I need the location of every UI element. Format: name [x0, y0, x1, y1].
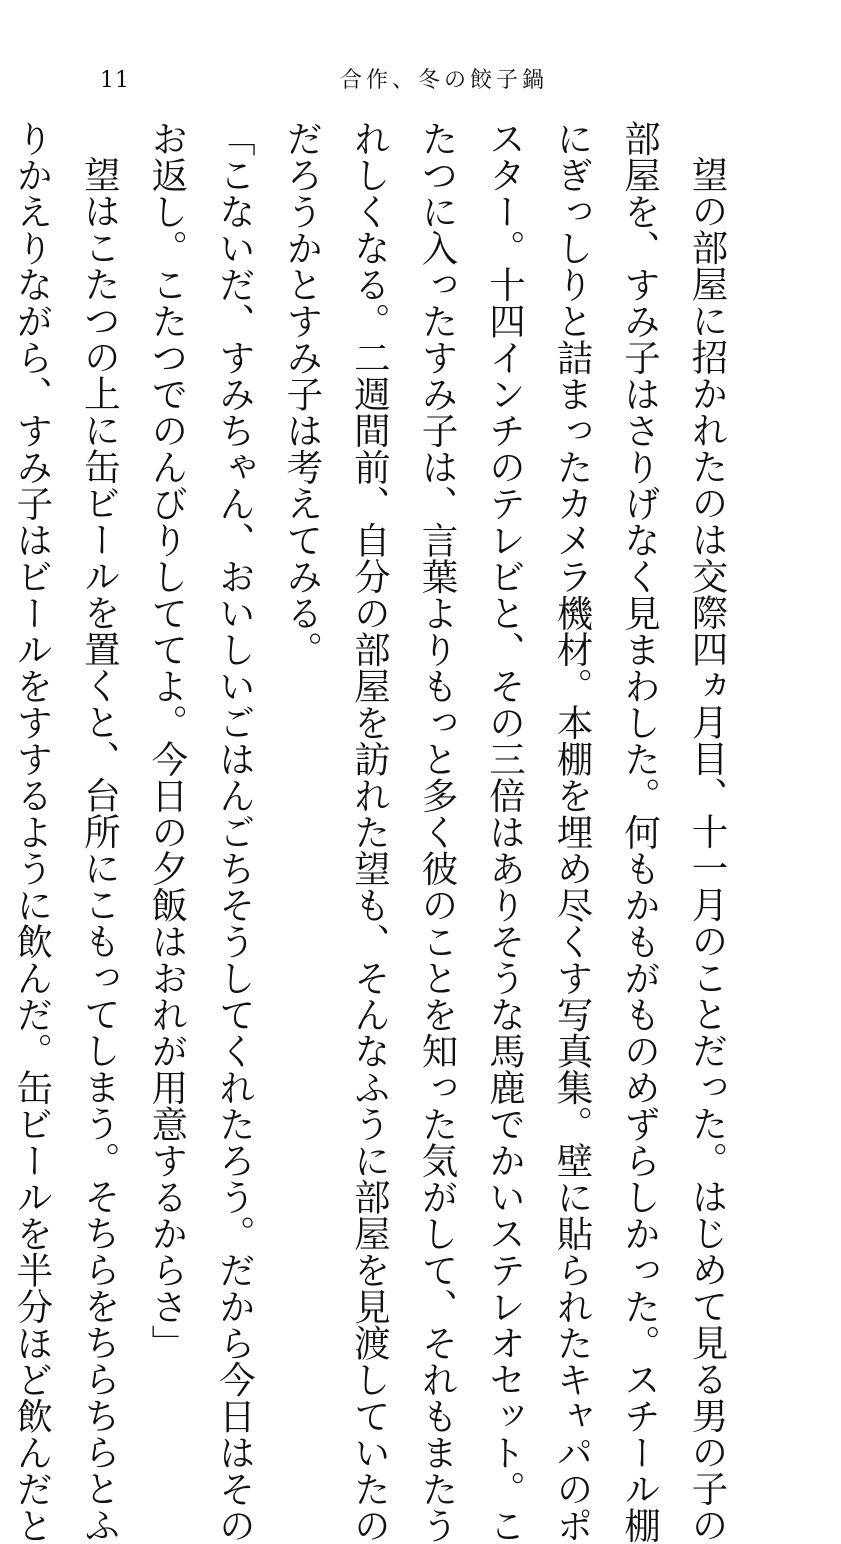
page-number: 11: [100, 68, 130, 93]
body-text: [0, 120, 741, 1544]
text-line: 部屋を、すみ子はさりげなく見まわした。何もかもがものめずらしかった。スチール棚: [618, 120, 662, 1544]
running-title: 合作、冬の餃子鍋: [340, 68, 549, 93]
text-line: スター。十四インチのテレビと、その三倍はありそうな馬鹿でかいステレオセット。こ: [483, 120, 527, 1544]
text-line: れしくなる。二週間前、自分の部屋を訪れた望も、そんなふうに部屋を見渡していたの: [348, 120, 392, 1544]
text-line: 望の部屋に招かれたのは交際四ヵ月目、十一月のことだった。はじめて見る男の子の: [686, 156, 729, 1543]
text-line: たつに入ったすみ子は、言葉よりもっと多く彼のことを知った気がして、それもまたう: [415, 120, 459, 1544]
text-line: 望はこたつの上に缶ビールを置くと、台所にこもってしまう。そちらをちらちらとふ: [78, 156, 122, 1543]
text-line: りかえりながら、すみ子はビールをすするように飲んだ。缶ビールを半分ほど飲んだと: [10, 120, 54, 1544]
text-line: にぎっしりと詰まったカメラ機材。本棚を埋め尽くす写真集。壁に貼られたキャパのポ: [550, 120, 594, 1544]
text-line: だろうかとすみ子は考えてみる。: [280, 120, 324, 668]
text-line: お返し。こたつでのんびりしててよ。今日の夕飯はおれが用意するからさ」: [145, 120, 189, 1361]
text-line: 「こないだ、すみちゃん、おいしいごはんごちそうしてくれたろう。だから今日はその: [213, 120, 257, 1544]
